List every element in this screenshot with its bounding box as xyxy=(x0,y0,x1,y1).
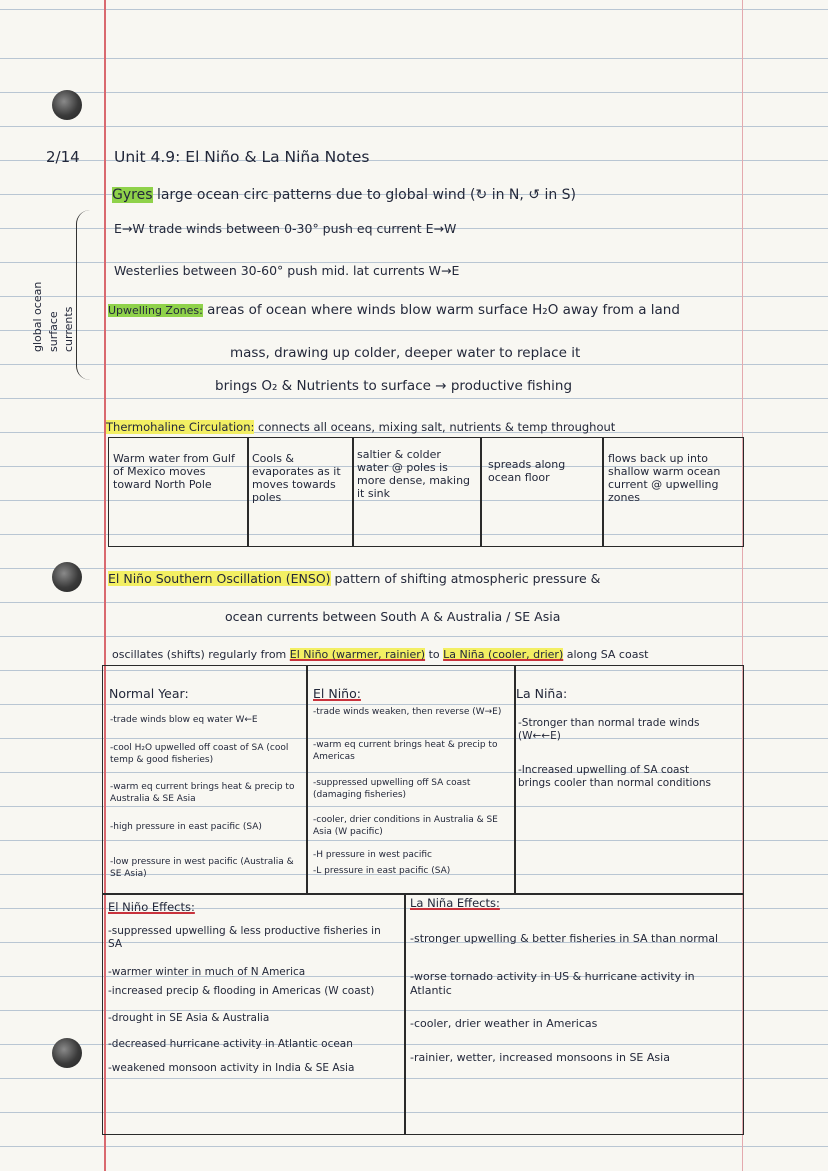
flow-step: saltier & colder water @ poles is more dense, making it sink xyxy=(357,448,471,500)
la-nina-effect: -rainier, wetter, increased monsoons in SE Asia xyxy=(410,1051,670,1064)
gyres-line xyxy=(112,186,576,204)
normal-year-item: -cool H₂O upwelled off coast of SA (cool temp & good fisheries) xyxy=(110,743,289,765)
el-nino-effect: -weakened monsoon activity in India & SE Asia xyxy=(108,1062,355,1074)
el-nino-effect: -suppressed upwelling & less productive fisheries in SA xyxy=(108,925,381,950)
enso-line3 xyxy=(112,646,649,664)
la-nina-effects-header: La Niña Effects: xyxy=(410,896,500,910)
flow-divider xyxy=(480,437,482,547)
upwelling-line3: brings O₂ & Nutrients to surface → productive fishing xyxy=(215,378,573,394)
enso-to: to xyxy=(428,648,440,661)
binder-hole xyxy=(52,1038,82,1068)
el-nino-item: -H pressure in west pacific xyxy=(313,850,432,860)
flow-step: spreads along ocean floor xyxy=(488,458,566,484)
el-nino-header: El Niño: xyxy=(313,686,361,701)
thermohaline-line xyxy=(106,418,615,436)
el-nino-item: -warm eq current brings heat & precip to Americas xyxy=(313,740,498,762)
table-divider xyxy=(306,665,308,895)
el-nino-effect: -warmer winter in much of N America xyxy=(108,966,306,978)
el-nino-item: -suppressed upwelling off SA coast (damaging fisheries) xyxy=(313,778,471,800)
flow-divider xyxy=(247,437,249,547)
enso-term: El Niño Southern Oscillation (ENSO) xyxy=(108,571,331,586)
flow-divider xyxy=(602,437,604,547)
la-nina-effect: -stronger upwelling & better fisheries in SA than normal xyxy=(410,932,719,945)
enso-definition: pattern of shifting atmospheric pressure & xyxy=(334,571,601,586)
margin-note-line: surface xyxy=(47,311,60,352)
upwelling-line2: mass, drawing up colder, deeper water to replace it xyxy=(230,345,581,361)
note-date: 2/14 xyxy=(46,148,80,166)
la-nina-effect: -cooler, drier weather in Americas xyxy=(410,1017,598,1030)
la-nina-header: La Niña: xyxy=(516,686,568,701)
flow-step: Warm water from Gulf of Mexico moves toward North Pole xyxy=(113,452,235,491)
normal-year-item: -trade winds blow eq water W←E xyxy=(110,715,258,725)
gyres-term: Gyres xyxy=(112,187,153,203)
page-title: Unit 4.9: El Niño & La Niña Notes xyxy=(114,148,370,166)
normal-year-header: Normal Year: xyxy=(109,686,189,701)
enso-line2: ocean currents between South A & Australia / SE Asia xyxy=(225,609,561,624)
enso-line xyxy=(108,570,600,588)
flow-divider xyxy=(352,437,354,547)
la-nina-item: -Increased upwelling of SA coast brings cooler than normal conditions xyxy=(518,764,712,789)
el-nino-effect: -increased precip & flooding in Americas (W coast) xyxy=(108,985,375,997)
normal-year-item: -low pressure in west pacific (Australia & SE Asia) xyxy=(110,857,294,879)
el-nino-effect: -decreased hurricane activity in Atlantic ocean xyxy=(108,1038,353,1050)
upwelling-line xyxy=(108,301,680,320)
flow-step: flows back up into shallow warm ocean current @ upwelling zones xyxy=(608,452,721,504)
el-nino-item: -trade winds weaken, then reverse (W→E) xyxy=(313,707,502,717)
enso-line3-prefix: oscillates (shifts) regularly from xyxy=(112,648,287,661)
thermohaline-term: Thermohaline Circulation: xyxy=(106,420,255,434)
margin-note-line: currents xyxy=(62,306,75,352)
normal-year-item: -high pressure in east pacific (SA) xyxy=(110,822,262,832)
el-nino-item: -cooler, drier conditions in Australia & SE Asia (W pacific) xyxy=(313,815,498,837)
gyres-point: Westerlies between 30-60° push mid. lat currents W→E xyxy=(114,263,460,278)
effects-divider xyxy=(404,893,406,1135)
enso-line3-suffix: along SA coast xyxy=(566,648,649,661)
margin-brace xyxy=(76,210,95,380)
binder-hole xyxy=(52,90,82,120)
la-nina-item: -Stronger than normal trade winds (W←←E) xyxy=(518,717,700,742)
flow-step: Cools & evaporates as it moves towards poles xyxy=(252,452,341,504)
la-nina-effect: -worse tornado activity in US & hurricane activity in Atlantic xyxy=(410,970,695,997)
binder-hole xyxy=(52,562,82,592)
el-nino-phrase: El Niño (warmer, rainier) xyxy=(289,648,426,661)
el-nino-effect: -drought in SE Asia & Australia xyxy=(108,1012,270,1024)
gyres-definition: large ocean circ patterns due to global wind (↻ in N, ↺ in S) xyxy=(156,187,577,203)
margin-note-line: global ocean xyxy=(31,281,44,352)
normal-year-item: -warm eq current brings heat & precip to Australia & SE Asia xyxy=(110,782,295,804)
el-nino-effects-header: El Niño Effects: xyxy=(108,900,195,914)
la-nina-phrase: La Niña (cooler, drier) xyxy=(443,648,564,661)
gyres-point: E→W trade winds between 0-30° push eq current E→W xyxy=(114,221,457,236)
el-nino-item: -L pressure in east pacific (SA) xyxy=(313,866,451,876)
upwelling-definition: areas of ocean where winds blow warm surface H₂O away from a land xyxy=(207,302,680,318)
thermohaline-definition: connects all oceans, mixing salt, nutrients & temp throughout xyxy=(258,420,616,434)
upwelling-term: Upwelling Zones: xyxy=(108,304,203,317)
